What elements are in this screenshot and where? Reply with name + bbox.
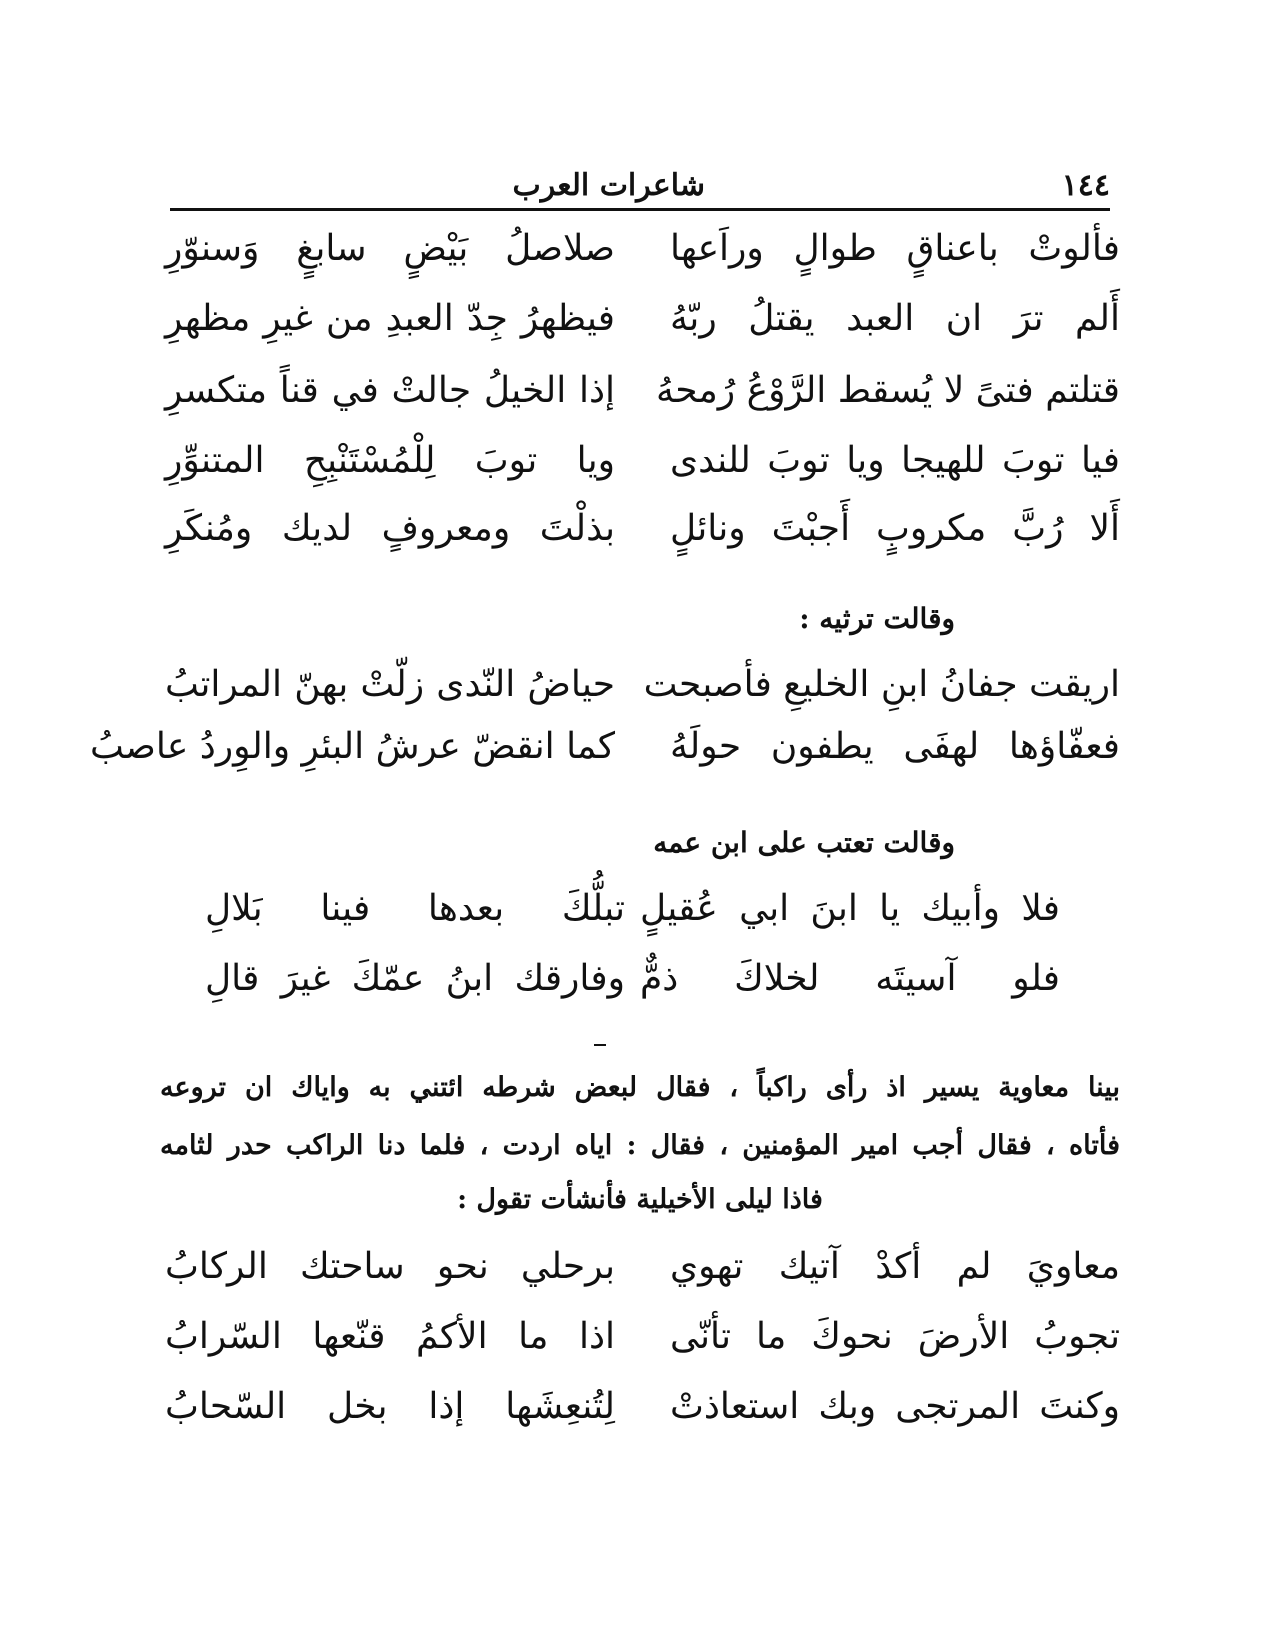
running-title: شاعرات العرب [512,168,705,203]
header-rule [170,208,1110,211]
verse-line [165,370,1120,430]
verse-second-hemistich: لِتُنعِشَها إذا بخل السّحابُ [165,1386,615,1427]
separator-mark [594,1044,606,1046]
verse-second-hemistich: كما انقضّ عرشُ البئرِ والوِردُ عاصبُ [89,726,615,767]
verse-line [89,726,1120,786]
verse-line [165,958,1120,1018]
prose-line: فاذا ليلى الأخيلية فأنشأت تقول : [457,1184,823,1215]
verse-line [165,1316,1120,1376]
verse-line [165,1246,1120,1306]
verse-line [165,228,1120,288]
verse-line [165,298,1120,358]
verse-line [165,1386,1120,1446]
verse-second-hemistich: تبلُّكَ بعدها فينا بَلالِ [205,888,625,929]
verse-first-hemistich: فألوتْ باعناقٍ طوالٍ وراَعها [670,228,1120,269]
verse-second-hemistich: صلاصلُ بَيْضٍ سابغٍ وَسنوّرِ [165,228,615,269]
verse-first-hemistich: أَلا رُبَّ مكروبٍ أَجبْتَ ونائلٍ [670,508,1120,549]
prose-line: فأتاه ، فقال أجب امير المؤمنين ، فقال : اياه اردت ، فلما دنا الراكب حدر لثامه [160,1130,1120,1161]
verse-second-hemistich: برحلي نحو ساحتك الركابُ [165,1246,615,1287]
verse-line [165,440,1120,500]
verse-line [165,664,1120,724]
verse-second-hemistich: ويا توبَ لِلْمُسْتَنْبِحِ المتنوِّرِ [165,440,615,481]
verse-first-hemistich: تجوبُ الأرضَ نحوكَ ما تأنّى [670,1316,1120,1357]
verse-second-hemistich: فيظهرُ جِدّ العبدِ من غيرِ مظهرِ [165,298,615,339]
verse-first-hemistich: فلو آسيتَه لخلاكَ ذمٌّ [640,958,1060,999]
section-intro: وقالت ترثيه : [799,602,955,635]
verse-first-hemistich: وكنتَ المرتجى وبك استعاذتْ [670,1386,1120,1427]
verse-first-hemistich: معاويَ لم أكدْ آتيك تهوي [670,1246,1120,1287]
page-header [170,168,1110,208]
verse-line [165,508,1120,568]
verse-first-hemistich: فعفّاؤها لهفَى يطفون حولَهُ [670,726,1120,767]
verse-second-hemistich: اذا ما الأكمُ قنّعها السّرابُ [165,1316,615,1357]
verse-second-hemistich: وفارقك ابنُ عمّكَ غيرَ قالِ [205,958,625,999]
verse-first-hemistich: أَلم ترَ ان العبد يقتلُ ربّهُ [670,298,1120,339]
section-intro: وقالت تعتب على ابن عمه [653,826,955,859]
verse-second-hemistich: بذلْتَ ومعروفٍ لديك ومُنكَرِ [165,508,615,549]
prose-line: بينا معاوية يسير اذ رأى راكباً ، فقال لبعض شرطه ائتني به واياك ان تروعه [160,1072,1120,1103]
verse-first-hemistich: اريقت جفانُ ابنِ الخليعِ فأصبحت [643,664,1120,705]
page-number: ١٤٤ [1061,168,1110,203]
verse-line [165,888,1120,948]
verse-first-hemistich: فيا توبَ للهيجا ويا توبَ للندى [670,440,1120,481]
verse-first-hemistich: قتلتم فتىً لا يُسقط الرَّوْعُ رُمحهُ [655,370,1120,411]
verse-second-hemistich: إذا الخيلُ جالتْ في قناً متكسرِ [165,370,615,411]
verse-second-hemistich: حياضُ النّدى زلّتْ بهنّ المراتبُ [165,664,615,705]
verse-first-hemistich: فلا وأبيك يا ابنَ ابي عُقيلٍ [640,888,1060,929]
